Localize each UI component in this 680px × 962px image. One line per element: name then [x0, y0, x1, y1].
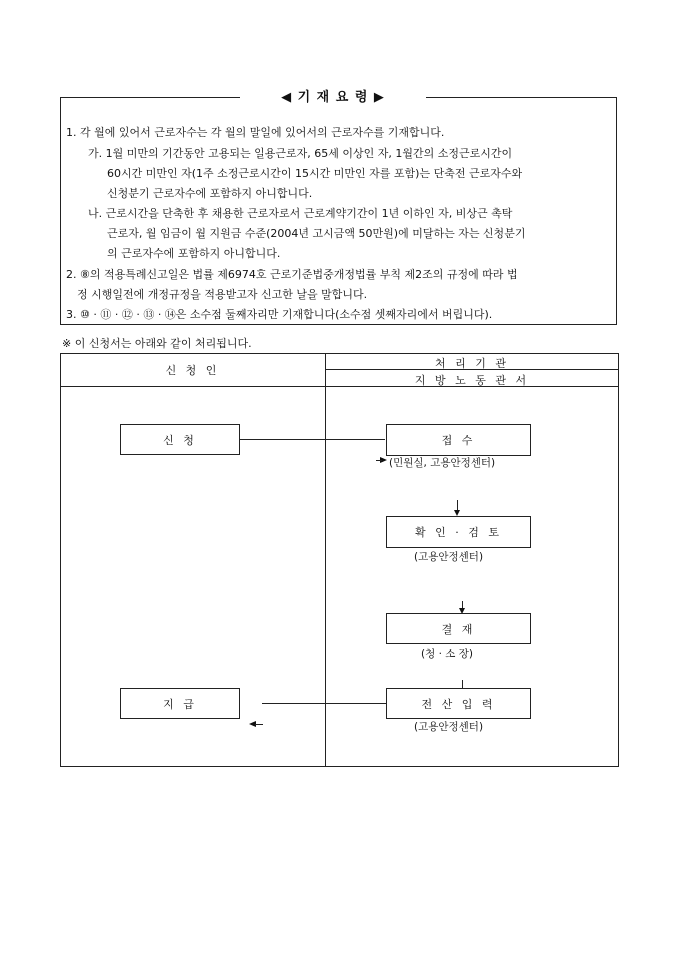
- input-box: 전 산 입 력: [386, 688, 531, 719]
- receive-caption: (민원실, 고용안정센터): [389, 457, 496, 469]
- instruction-line: 60시간 미만인 자(1주 소정근로시간이 15시간 미만인 자를 포함)는 단축전 근로자수와: [107, 167, 523, 180]
- apply-connector: [240, 439, 385, 440]
- processor-header: 처 리 기 관: [435, 357, 509, 370]
- applicant-header: 신 청 인: [165, 364, 220, 377]
- payment-arrow-tail: [255, 724, 263, 725]
- approve-caption: (청 · 소 장): [421, 648, 473, 660]
- instruction-line: 신청분기 근로자수에 포함하지 아니합니다.: [107, 187, 313, 200]
- verify-caption: (고용안정센터): [414, 551, 484, 563]
- instruction-line: 1. 각 월에 있어서 근로자수는 각 월의 말일에 있어서의 근로자수를 기재합니다.: [66, 126, 445, 139]
- instruction-line: 3. ⑩ · ⑪ · ⑫ · ⑬ · ⑭은 소수점 둘째자리만 기재합니다(소수점 셋째자리에서 버립니다).: [66, 308, 493, 321]
- instruction-line: 의 근로자수에 포함하지 아니합니다.: [107, 247, 281, 260]
- payment-box: 지 급: [120, 688, 240, 719]
- instruction-line: 가. 1월 미만의 기간동안 고용되는 일용근로자, 65세 이상인 자, 1월간의 소정근로시간이: [88, 147, 513, 160]
- instruction-line: 나. 근로시간을 단축한 후 채용한 근로자로서 근로계약기간이 1년 이하인 자, 비상근 촉탁: [88, 207, 513, 220]
- receive-box: 접 수: [386, 424, 531, 456]
- instruction-line: 정 시행일전에 개정규정을 적용받고자 신고한 날을 말합니다.: [77, 288, 368, 301]
- input-caption: (고용안정센터): [414, 721, 484, 733]
- instruction-line: 2. ⑧의 적용특례신고일은 법률 제6974호 근로기준법중개정법률 부칙 제2조의 규정에 따라 법: [66, 268, 518, 281]
- flow-note: ※ 이 신청서는 아래와 같이 처리됩니다.: [62, 337, 252, 350]
- flow-connector: [462, 680, 463, 688]
- verify-box: 확 인 · 검 토: [386, 516, 531, 548]
- input-connector: [262, 703, 386, 704]
- instruction-line: 근로자, 월 임금이 월 지원금 수준(2004년 고시금액 50만원)에 미달하는 자는 신청분기: [107, 227, 526, 240]
- apply-box: 신 청: [120, 424, 240, 455]
- receive-arrow-tail: [376, 460, 382, 461]
- approve-box: 결 재: [386, 613, 531, 644]
- column-divider: [325, 353, 326, 767]
- processor-subheader: 지 방 노 동 관 서: [414, 374, 530, 387]
- instructions-title: ◀ 기 재 요 령 ▶: [240, 87, 426, 109]
